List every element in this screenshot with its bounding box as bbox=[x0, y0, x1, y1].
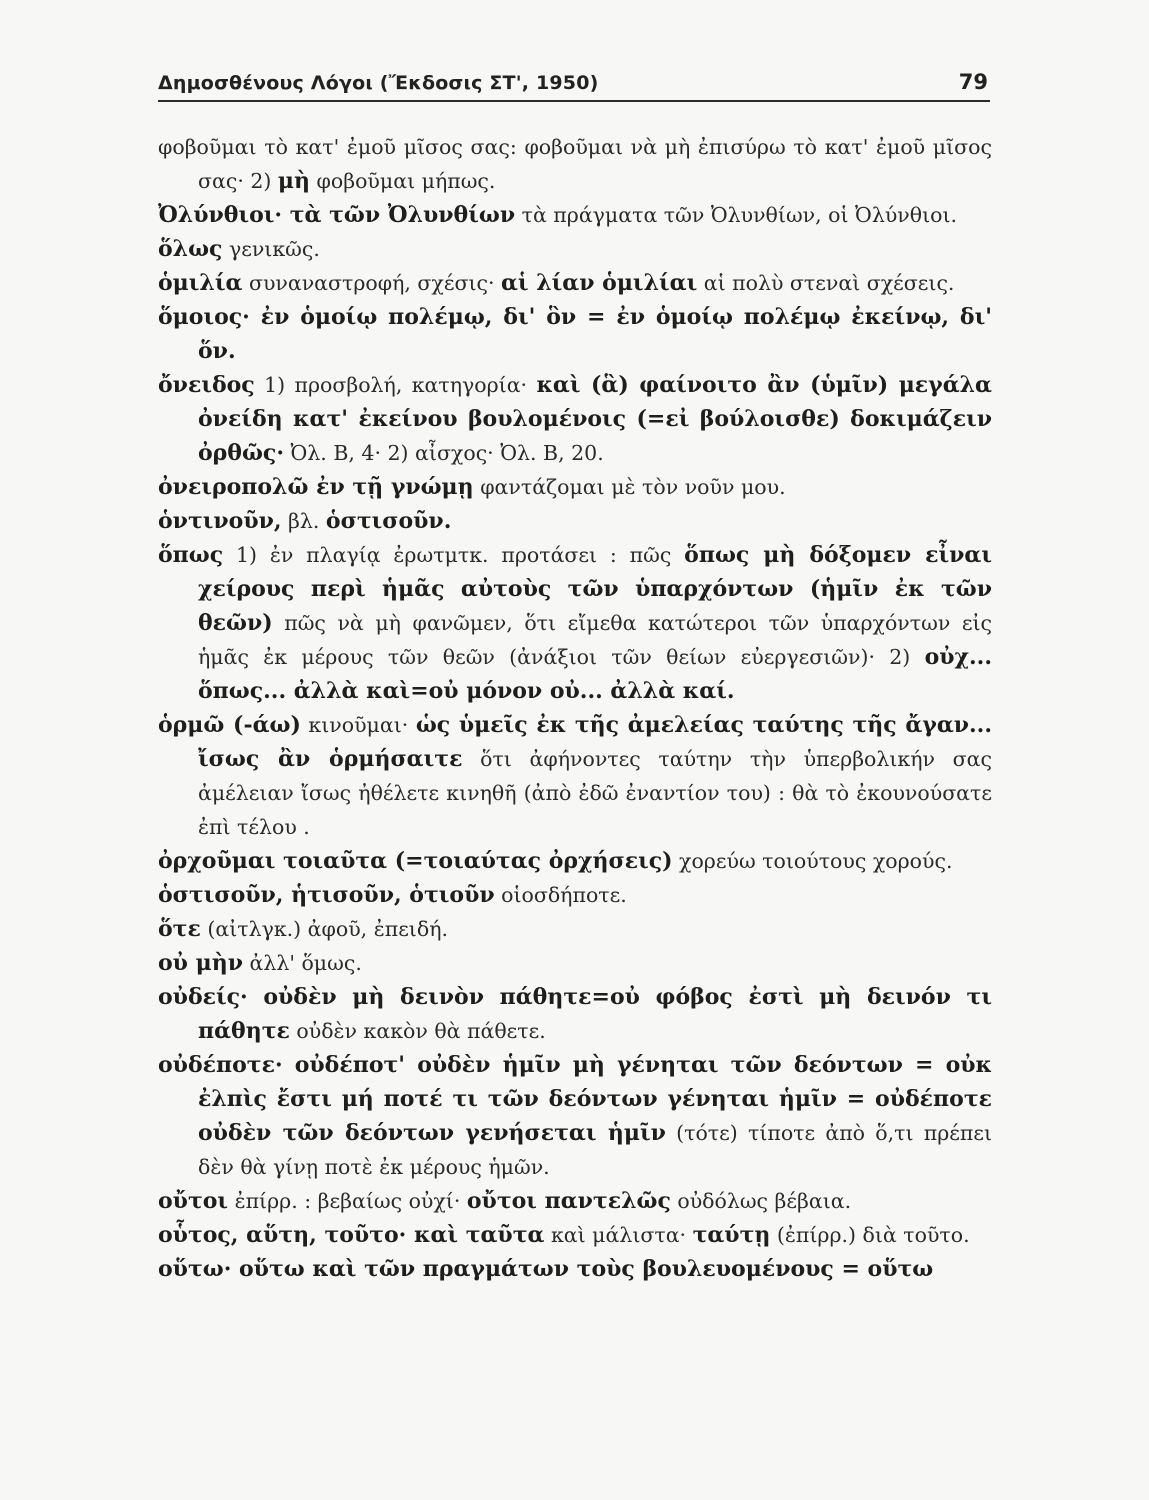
entry-gloss: γενικῶς. bbox=[222, 237, 320, 261]
entry-headword: ὁρμῶ (-άω) bbox=[158, 712, 301, 738]
entry-gloss: ἀλλ' ὅμως. bbox=[242, 951, 362, 975]
glossary-entry bbox=[158, 198, 992, 232]
entry-gloss: βλ. bbox=[281, 509, 326, 533]
entry-gloss: 1) προσβολή, κατηγορία· bbox=[254, 373, 537, 397]
page-number: 79 bbox=[958, 70, 988, 94]
entry-gloss: ἐπίρρ. : βεβαίως οὐχί· bbox=[228, 1189, 467, 1213]
glossary-entry bbox=[158, 1252, 992, 1286]
entry-gloss: φοβοῦμαι μήπως. bbox=[310, 169, 496, 193]
entry-headword: ὁμιλία bbox=[158, 270, 243, 296]
entry-headword: αἱ λίαν ὁμιλίαι bbox=[501, 270, 698, 296]
entry-headword: ὅλως bbox=[158, 236, 223, 262]
glossary-entry bbox=[158, 878, 992, 912]
glossary-entry bbox=[158, 130, 992, 198]
entry-gloss: αἱ πολὺ στεναὶ σχέσεις. bbox=[697, 271, 955, 295]
entry-gloss: οὐδὲν κακὸν θὰ πάθετε. bbox=[289, 1019, 546, 1043]
entry-gloss: τὰ πράγματα τῶν Ὀλυνθίων, οἱ Ὀλύνθιοι. bbox=[515, 203, 958, 227]
entry-gloss: κινοῦμαι· bbox=[300, 713, 416, 737]
glossary-body bbox=[158, 130, 992, 1286]
entry-gloss: ὅτι ἀφήνοντες ταύτην τὴν ὑπερβολικήν σας ἀμέλειαν ἴσως ἠθέλετε κινηθῆ (ἀπὸ ἐδῶ ἐναντίον του) : θὰ τὸ ἐκουνούσατε ἐπὶ τέλου . bbox=[198, 747, 992, 839]
entry-headword: ὄνειδος bbox=[158, 372, 255, 398]
entry-gloss: (ἐπίρρ.) διὰ τοῦτο. bbox=[770, 1223, 970, 1247]
entry-headword: Ὀλύνθιοι· τὰ τῶν Ὀλυνθίων bbox=[158, 202, 516, 228]
entry-headword: οὐδείς· οὐδὲν μὴ δεινὸν πάθητε=οὐ φόβος ἐστὶ μὴ δεινόν τι πάθητε bbox=[158, 984, 992, 1044]
entry-headword: ὅτε bbox=[158, 916, 201, 942]
glossary-entry bbox=[158, 1218, 992, 1252]
entry-gloss: χορεύω τοιούτους χορούς. bbox=[672, 849, 953, 873]
glossary-entry bbox=[158, 538, 992, 708]
entry-headword: ὁστισοῦν. bbox=[325, 508, 452, 534]
glossary-entry bbox=[158, 1184, 992, 1218]
entry-headword: ὁντινοῦν, bbox=[158, 508, 282, 534]
glossary-entry bbox=[158, 1048, 992, 1184]
entry-headword: καὶ (ἃ) φαίνοιτο ἂν (ὑμῖν) μεγάλα ὀνείδη κατ' ἐκείνου βουλομένοις (=εἰ βούλοισθε) δοκιμάζειν ὀρθῶς· bbox=[198, 372, 992, 466]
entry-headword: ὀρχοῦμαι τοιαῦτα (=τοιαύτας ὀρχήσεις) bbox=[158, 848, 673, 874]
glossary-entry bbox=[158, 300, 992, 368]
entry-gloss: φαντάζομαι μὲ τὸν νοῦν μου. bbox=[473, 475, 786, 499]
glossary-entry bbox=[158, 470, 992, 504]
glossary-entry bbox=[158, 368, 992, 470]
glossary-entry bbox=[158, 980, 992, 1048]
entry-headword: οὔτοι bbox=[158, 1188, 229, 1214]
running-header bbox=[158, 62, 990, 102]
entry-headword: μὴ bbox=[277, 168, 311, 194]
glossary-entry bbox=[158, 946, 992, 980]
entry-gloss: οἱοσδήποτε. bbox=[494, 883, 627, 907]
entry-headword: οὐχ... ὅπως... ἀλλὰ καὶ=οὐ μόνον οὐ... ἀλλὰ καί. bbox=[198, 644, 992, 704]
entry-headword: ὀνειροπολῶ ἐν τῇ γνώμῃ bbox=[158, 474, 474, 500]
entry-headword: ὅπως μὴ δόξομεν εἶναι χείρους περὶ ἡμᾶς αὐτοὺς τῶν ὑπαρχόντων (ἡμῖν ἐκ τῶν θεῶν) bbox=[198, 542, 992, 636]
entry-headword: ὅμοιος· ἐν ὁμοίῳ πολέμῳ, δι' ὃν = ἐν ὁμοίῳ πολέμῳ ἐκείνῳ, δι' ὅν. bbox=[158, 304, 992, 364]
glossary-entry bbox=[158, 912, 992, 946]
glossary-entry bbox=[158, 844, 992, 878]
entry-headword: οὗτος, αὕτη, τοῦτο· καὶ ταῦτα bbox=[158, 1222, 545, 1248]
entry-headword: ὅπως bbox=[158, 542, 224, 568]
entry-headword: ὁστισοῦν, ἡτισοῦν, ὁτιοῦν bbox=[158, 882, 495, 908]
entry-gloss: 1) ἐν πλαγίᾳ ἐρωτμτκ. προτάσει : πῶς bbox=[223, 543, 685, 567]
entry-gloss: Ὀλ. Β, 4· 2) αἶσχος· Ὀλ. Β, 20. bbox=[283, 441, 604, 465]
entry-gloss: καὶ μάλιστα· bbox=[544, 1223, 693, 1247]
entry-gloss: (τότε) τίποτε ἀπὸ ὅ,τι πρέπει δὲν θὰ γίνῃ ποτὲ ἐκ μέρους ἡμῶν. bbox=[198, 1121, 992, 1179]
entry-headword: οὐ μὴν bbox=[158, 950, 243, 976]
entry-headword: ὡς ὑμεῖς ἐκ τῆς ἀμελείας ταύτης τῆς ἄγαν... ἴσως ἂν ὁρμήσαιτε bbox=[198, 712, 993, 772]
entry-gloss: οὐδόλως βέβαια. bbox=[670, 1189, 852, 1213]
glossary-entry bbox=[158, 232, 992, 266]
entry-gloss: συναναστροφή, σχέσις· bbox=[242, 271, 501, 295]
entry-gloss: (αἰτλγκ.) ἀφοῦ, ἐπειδή. bbox=[200, 917, 448, 941]
entry-gloss: πῶς νὰ μὴ φανῶμεν, ὅτι εἴμεθα κατώτεροι τῶν ὑπαρχόντων εἰς ἡμᾶς ἐκ μέρους τῶν θεῶν (ἀνάξιοι τῶν θείων εὐεργεσιῶν)· 2) bbox=[198, 611, 992, 669]
header-title: Δημοσθένους Λόγοι (Ἔκδοσις ΣΤ', 1950) bbox=[158, 72, 599, 94]
entry-headword: οὔτοι παντελῶς bbox=[466, 1188, 671, 1214]
glossary-entry bbox=[158, 504, 992, 538]
entry-headword: οὕτω· οὕτω καὶ τῶν πραγμάτων τοὺς βουλευομένους = οὕτω bbox=[158, 1256, 934, 1282]
glossary-entry bbox=[158, 708, 992, 844]
entry-headword: οὐδέποτε· οὐδέποτ' οὐδὲν ἡμῖν μὴ γένηται τῶν δεόντων = οὐκ ἐλπὶς ἔστι μή ποτέ τι τῶν δεόντων γένηται ἡμῖν = οὐδέποτε οὐδὲν τῶν δεόντων γενήσεται ἡμῖν bbox=[158, 1052, 992, 1146]
entry-headword: ταύτῃ bbox=[692, 1222, 771, 1248]
glossary-entry bbox=[158, 266, 992, 300]
entry-gloss: φοβοῦμαι τὸ κατ' ἐμοῦ μῖσος σας: φοβοῦμαι νὰ μὴ ἐπισύρω τὸ κατ' ἐμοῦ μῖσος σας· 2) bbox=[158, 135, 992, 193]
